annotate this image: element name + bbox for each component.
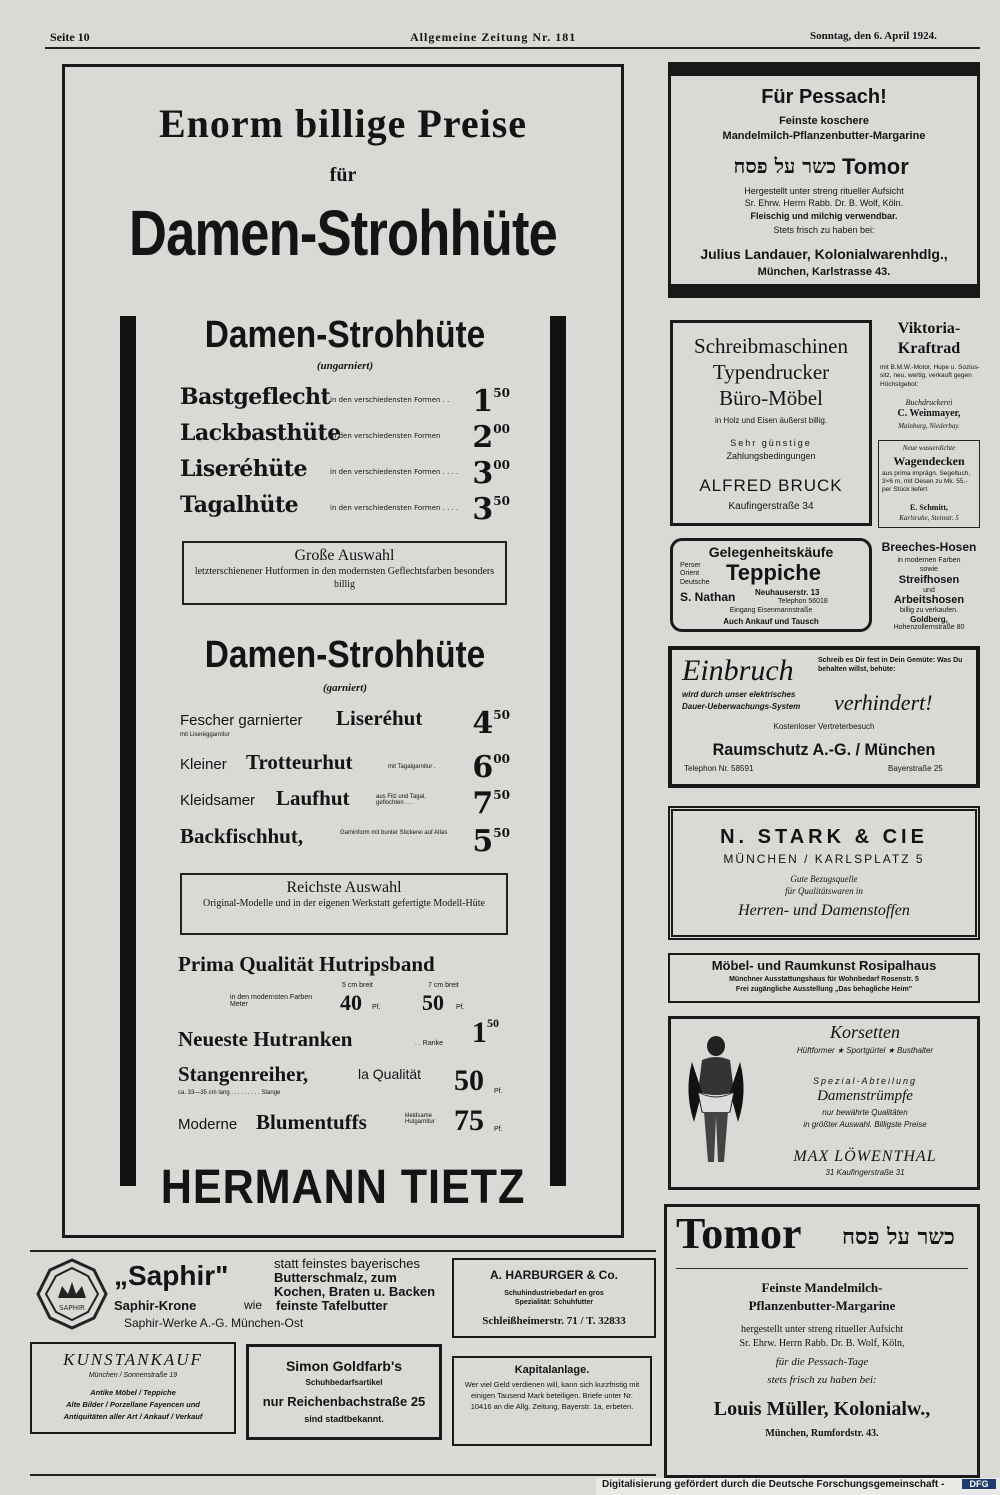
nathan-big: Teppiche (726, 560, 821, 585)
saphir-crown-logo-icon (36, 1258, 108, 1330)
saphir-crown: Saphir-Krone (114, 1298, 197, 1313)
section1-sub: (ungarniert) (316, 360, 374, 372)
wagendecken-l3: aus prima imprägn. Segeltuch, 3×6 m, mit Oesen zu Mk. 55.- per Stück liefert (882, 470, 971, 493)
blumen-name: Blumentuffs (256, 1110, 367, 1134)
rosipal-l2: Frei zugängliche Ausstellung „Das behagliche Heim" (735, 986, 913, 993)
tomor-l2: Pflanzenbutter-Margarine (748, 1298, 896, 1313)
stark-city: MÜNCHEN / KARLSPLATZ 5 (723, 852, 925, 866)
breeches-l5: Arbeitshosen (893, 594, 965, 606)
ripsband-p2: 50 (422, 990, 444, 1015)
section2-title: Damen-Strohhüte (204, 634, 486, 676)
blumen-pre: Moderne (178, 1116, 238, 1133)
saphir-l3: Kochen, Braten u. Backen (274, 1284, 436, 1299)
section2-sub: (garniert) (323, 682, 367, 694)
pessach-l8: München, Karlstrasse 43. (757, 266, 891, 278)
list-item: Kleidsamer Laufhut aus Filz und Tagal, geflochten . . . $7^{50}$ (180, 786, 510, 821)
stangen-price: 50 (454, 1064, 484, 1097)
kunstankauf-addr: München / Sonnenstraße 19 (88, 1372, 178, 1379)
box1-text: letzterschienener Hutformen in den modernsten Geflechtsfarben besonders billig (194, 566, 495, 590)
breeches-l1: in modernen Farben (897, 557, 961, 564)
tomor-name: Louis Müller, Kolonialw., (713, 1398, 931, 1420)
saphir-logo-text: SAPHIR (59, 1304, 85, 1312)
nathan-title: Gelegenheitskäufe (708, 544, 834, 560)
tomor-l4: Sr. Ehrw. Herrn Rabb. Dr. B. Wolf, Köln, (739, 1338, 905, 1349)
nathan-name: S. Nathan (680, 590, 736, 604)
stark-l1: Gute Bezugsquelle (790, 874, 858, 884)
stangen-quality: la Qualität (358, 1066, 422, 1082)
kunstankauf-l2: Alte Bilder / Porzellane Fayencen und (66, 1400, 200, 1409)
hutranken-price: $1^{50}$ (472, 1016, 499, 1049)
blumen-price: 75 (454, 1104, 484, 1137)
selection-box-1 (182, 541, 507, 605)
kunstankauf-l1: Antike Möbel / Teppiche (90, 1388, 176, 1397)
breeches-l7: Goldberg, (910, 615, 948, 624)
blumen-pf: Pf. (494, 1126, 503, 1133)
nathan-left: Perser Orient Deutsche (680, 562, 710, 586)
bottom-rule (30, 1474, 656, 1476)
breeches-l6: billig zu verkaufen. (900, 607, 958, 614)
corset-figure-icon (684, 1032, 748, 1172)
nathan-l2: Auch Ankauf und Tausch (723, 617, 819, 626)
stangen-name: Stangenreiher, (178, 1062, 309, 1086)
hutranken-unit: . . Ranke (415, 1040, 444, 1047)
goldfarb-l1: Schuhbedarfsartikel (305, 1378, 383, 1387)
breeches-title: Breeches-Hosen (881, 540, 977, 554)
wagendecken-l2: Wagendecken (893, 454, 965, 468)
einbruch-name: Raumschutz A.-G. / München (712, 740, 936, 759)
tietz-signature: HERMANN TIETZ (160, 1161, 526, 1214)
wagendecken-l4: E. Schmitt, (910, 503, 948, 512)
right-bar (550, 316, 566, 1186)
ripsband-p1: 40 (340, 990, 362, 1015)
viktoria-shop: Buchdruckerei (905, 398, 953, 407)
harburger-l2: Spezialität: Schuhfutter (514, 1299, 594, 1306)
issue-date: Sonntag, den 6. April 1924. (810, 30, 937, 42)
pessach-hebrew: כשר על פסח (733, 154, 836, 178)
bruck-l1: Schreibmaschinen (694, 334, 848, 358)
korsetten-l3: nur bewährte Qualitäten (822, 1108, 908, 1117)
blumen-desc: kleidsame Hutgarnitur (405, 1113, 435, 1125)
rosipal-l1: Münchner Ausstattungshaus für Wohnbedarf Rosenstr. 5 (729, 976, 919, 983)
nathan-addr: Neuhauserstr. 13 (755, 588, 820, 597)
harburger-l1: Schuhindustriebedarf en gros (504, 1290, 604, 1297)
saphir-l4: feinste Tafelbutter (276, 1298, 388, 1313)
left-bar (120, 316, 136, 1186)
pessach-l3: Hergestellt unter streng ritueller Aufsicht (744, 186, 904, 196)
list-item: Lackbasthüte in den verschiedensten Formen $2^{00}$ (180, 420, 510, 455)
stangen-pf: Pf. (494, 1088, 503, 1095)
box2-text: Original-Modelle und in der eigenen Werkstatt gefertigte Modell-Hüte (203, 898, 485, 909)
list-item: Backfischhut, Gaminform mit bunter Stickerei auf Atlas $5^{50}$ (180, 824, 510, 859)
saphir-l1: statt feinstes bayerisches (274, 1256, 420, 1271)
header-rule (45, 47, 980, 49)
einbruch-verhindert: verhindert! (834, 690, 933, 715)
breeches-l4: und (923, 587, 935, 594)
breeches-l2: sowie (920, 566, 938, 573)
tomor-addr: München, Rumfordstr. 43. (765, 1428, 879, 1439)
list-item: Bastgeflecht in den verschiedensten Formen . . $1^{50}$ (180, 384, 510, 419)
rosipal-title: Möbel- und Raumkunst Rosipalhaus (711, 958, 937, 973)
list-item: Kleiner Trotteurhut mit Tagalgarnitur . $6^{00}$ (180, 750, 510, 785)
einbruch-l1: wird durch unser elektrisches (682, 690, 796, 699)
goldfarb-l2: nur Reichenbachstraße 25 (262, 1394, 426, 1409)
pessach-l1: Feinste koschere (779, 115, 869, 127)
einbruch-l3: Kostenloser Vertreterbesuch (773, 722, 875, 731)
kunstankauf-l3: Antiquitäten aller Art / Ankauf / Verkauf (63, 1412, 203, 1421)
viktoria-title2: Kraftrad (897, 340, 961, 357)
ripsband-title: Prima Qualität Hutripsband (178, 952, 435, 976)
stangen-desc: ca. 33—35 cm lang . . . . . . . . . Stange (178, 1090, 281, 1096)
viktoria-name: C. Weinmayer, (897, 408, 961, 419)
stark-l3: Herren- und Damenstoffen (738, 902, 910, 919)
selection-box-2 (180, 873, 508, 935)
kapital-title: Kapitalanlage. (514, 1364, 590, 1376)
korsetten-title: Korsetten (830, 1022, 900, 1042)
section1-title: Damen-Strohhüte (204, 314, 486, 356)
stark-name: N. STARK & CIE (720, 826, 928, 848)
ripsband-pf1: Pf. (372, 1004, 381, 1011)
tomor-hebrew: כשר על פסח (842, 1224, 955, 1250)
saphir-brand: „Saphir" (114, 1260, 229, 1291)
pessach-l2: Mandelmilch-Pflanzenbutter-Margarine (722, 130, 926, 142)
list-item: Fescher garnierter Liseréhut mit Liseréggarnitur $4^{50}$ (180, 706, 510, 741)
tomor-l5: für die Pessach-Tage (775, 1356, 869, 1368)
pessach-l5: Fleischig und milchig verwendbar. (750, 211, 898, 221)
nathan-l1: Eingang Eisenmannstraße (729, 607, 813, 614)
footer-text: Digitalisierung gefördert durch die Deutsche Forschungsgemeinschaft - (602, 1479, 945, 1490)
korsetten-name: MAX LÖWENTHAL (793, 1148, 937, 1165)
goldfarb-name: Simon Goldfarb's (285, 1358, 403, 1374)
hutranken-name: Neueste Hutranken (178, 1027, 353, 1051)
breeches-l8: Hohenzollernstraße 80 (893, 624, 965, 631)
bruck-l5: Sehr günstige (730, 438, 812, 448)
saphir-wie: wie (244, 1298, 263, 1312)
wagendecken-l5: Karlsruhe, Steinstr. 5 (899, 514, 959, 522)
newspaper-title: Allgemeine Zeitung Nr. 181 (410, 30, 577, 44)
page-number: Seite 10 (50, 30, 90, 44)
einbruch-big: Einbruch (682, 654, 794, 687)
harburger-addr: Schleißheimerstr. 71 / T. 32833 (482, 1315, 626, 1327)
ripsband-w2: 7 cm breit (428, 982, 459, 989)
kapital-text: Wer viel Geld verdienen will, kann sich kurzfristig mit einigen Tausend Mark beteiligen. Briefe unter Nr. 10416 an die Allg. Zeitung, Bayerstr. 1a, erbeten. (464, 1380, 640, 1411)
box2-title: Reichste Auswahl (286, 879, 402, 896)
bruck-l4: in Holz und Eisen äußerst billig. (714, 416, 828, 425)
box1-title: Große Auswahl (294, 547, 395, 564)
bruck-name: ALFRED BRUCK (699, 476, 843, 495)
bruck-l6: Zahlungsbedingungen (726, 451, 816, 461)
einbruch-l2: Dauer-Ueberwachungs-System (682, 702, 801, 711)
korsetten-l4: in größter Auswahl. Billigste Preise (803, 1120, 927, 1129)
viktoria-text: mit B.M.W.-Motor, Hupe u. Soziussitz, neu, wertig, verkauft gegen Höchstgebot: (880, 364, 980, 388)
korsetten-l1: Spezial-Abteilung (812, 1076, 918, 1086)
saphir-top-rule (30, 1250, 656, 1252)
einbruch-side: Schreib es Dir fest in Dein Gemüte: Was Du behalten willst, behüte: (818, 657, 963, 674)
pessach-l6: Stets frisch zu haben bei: (773, 225, 875, 235)
viktoria-addr: Mainburg, Niederbay. (898, 422, 960, 430)
tietz-headline: Enorm billige Preise (158, 101, 528, 146)
tietz-fuer: für (329, 164, 357, 186)
stark-l2: für Qualitätswaren in (785, 886, 863, 896)
korsetten-addr: 31 Kaufingerstraße 31 (825, 1168, 905, 1177)
ripsband-pf2: Pf. (456, 1004, 465, 1011)
saphir-l2: Butterschmalz, zum (274, 1270, 397, 1285)
tomor-rule (676, 1268, 968, 1269)
bruck-addr: Kaufingerstraße 34 (728, 501, 814, 512)
bruck-l2: Typendrucker (712, 360, 830, 384)
breeches-l3: Streifhosen (898, 574, 960, 586)
tomor-l6: stets frisch zu haben bei: (767, 1374, 877, 1386)
pessach-brand: Tomor (842, 154, 909, 179)
tietz-big-title: Damen-Strohhüte (129, 197, 557, 269)
tomor-brand: Tomor (676, 1209, 802, 1258)
ripsband-w1: 5 cm breit (342, 982, 373, 989)
korsetten-l2: Damenstrümpfe (817, 1088, 913, 1104)
tomor-l3: hergestellt unter streng ritueller Aufsicht (741, 1324, 903, 1335)
nathan-tel: Telephon 56018 (778, 598, 828, 605)
wagendecken-l1: Neue wasserdichte (902, 444, 956, 452)
einbruch-tel: Telephon Nr. 58591 (684, 764, 754, 773)
pessach-title: Für Pessach! (761, 86, 887, 108)
viktoria-title1: Viktoria- (897, 320, 961, 337)
tomor-l1: Feinste Mandelmilch- (761, 1280, 883, 1295)
einbruch-addr: Bayerstraße 25 (888, 764, 943, 773)
list-item: Liseréhüte in den verschiedensten Formen . . . . $3^{00}$ (180, 456, 510, 491)
bruck-l3: Büro-Möbel (719, 386, 823, 410)
saphir-works: Saphir-Werke A.-G. München-Ost (124, 1316, 304, 1330)
pessach-l7: Julius Landauer, Kolonialwarenhdlg., (700, 246, 948, 262)
pessach-l4: Sr. Ehrw. Herrn Rabb. Dr. B. Wolf, Köln. (744, 198, 904, 208)
harburger-name: A. HARBURGER & Co. (490, 1268, 618, 1282)
ripsband-desc: in den modernsten Farben Meter (230, 994, 313, 1008)
kunstankauf-title: KUNSTANKAUF (63, 1350, 203, 1369)
goldfarb-l3: sind stadtbekannt. (304, 1414, 384, 1424)
dfg-logo: DFG (962, 1479, 996, 1489)
korsetten-sub: Hüftformer ★ Sportgürtel ★ Busthalter (796, 1046, 934, 1055)
list-item: Tagalhüte in den verschiedensten Formen . . . . $3^{50}$ (180, 492, 510, 527)
